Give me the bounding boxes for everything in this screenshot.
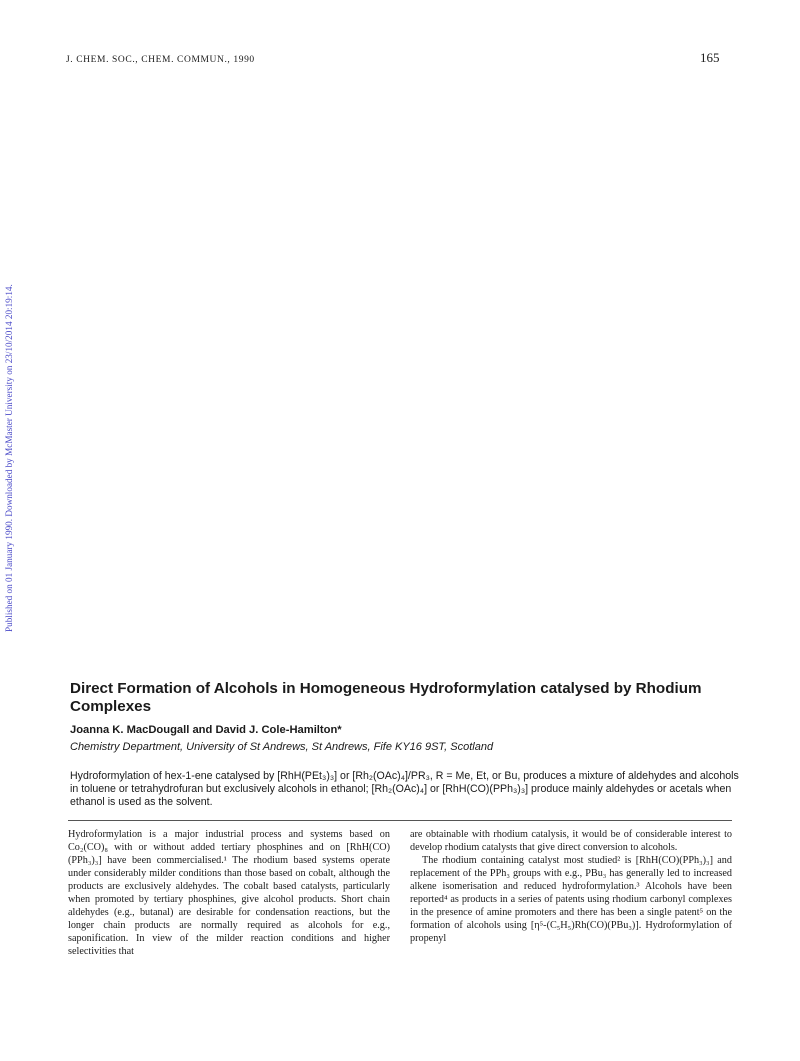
body-paragraph: The rhodium containing catalyst most studied² is [RhH(CO)(PPh₃)₃] and replacement of the PPh₃ groups with e.g., PBu₃ has generally led to increased alkene isomerisation and reduced hydroformylation.³ Alcohols have been reported⁴ as products in a series of patents using rhodium carbonyl complexes in the presence of amine promoters and there has been a single patent⁵ on the formation of alcohols using [η⁵-(C₅H₅)Rh(CO)(PBu₃)]. Hydroformylation of propenyl [410,855,732,944]
running-head: J. CHEM. SOC., CHEM. COMMUN., 1990 [66,55,255,65]
abstract: Hydroformylation of hex-1-ene catalysed by [RhH(PEt₃)₃] or [Rh₂(OAc)₄]/PR₃, R = Me, Et, or Bu, produces a mixture of aldehydes and alcohols in toluene or tetrahydrofuran but exclusively alcohols in ethanol; [Rh₂(OAc)₄] or [RhH(CO)(PPh₃)₃] produce mainly aldehydes or acetals when ethanol is used as the solvent. [70,770,739,808]
body-paragraph: Hydroformylation is a major industrial process and systems based on Co₂(CO)₈ with or without added tertiary phosphines and on [RhH(CO)(PPh₃)₃] have been commercialised.¹ The rhodium based systems operate under considerably milder conditions than those based on cobalt, although the products are exclusively aldehydes. The cobalt based catalysts, particularly when promoted by tertiary phosphines, give alcohol products. Short chain aldehydes (e.g., butanal) are desirable for condensation reactions, but the longer chain products are normally required as alcohols for e.g., saponification. In view of the milder reaction conditions and higher selectivities that [68,829,390,957]
body-paragraph: are obtainable with rhodium catalysis, it would be of considerable interest to develop rhodium catalysts that give direct conversion to alcohols. [410,829,732,853]
body-column-right [410,828,732,945]
body-column-left [68,828,390,958]
author-affiliation: Chemistry Department, University of St Andrews, St Andrews, Fife KY16 9ST, Scotland [70,741,494,753]
page-number: 165 [700,50,720,65]
author-list: Joanna K. MacDougall and David J. Cole-Hamilton* [70,724,342,736]
article-title: Direct Formation of Alcohols in Homogeneous Hydroformylation catalysed by Rhodium Complexes [70,680,702,715]
abstract-divider [68,820,732,821]
download-watermark: Published on 01 January 1990. Downloaded by McMaster University on 23/10/2014 20:19:14. [4,284,14,632]
